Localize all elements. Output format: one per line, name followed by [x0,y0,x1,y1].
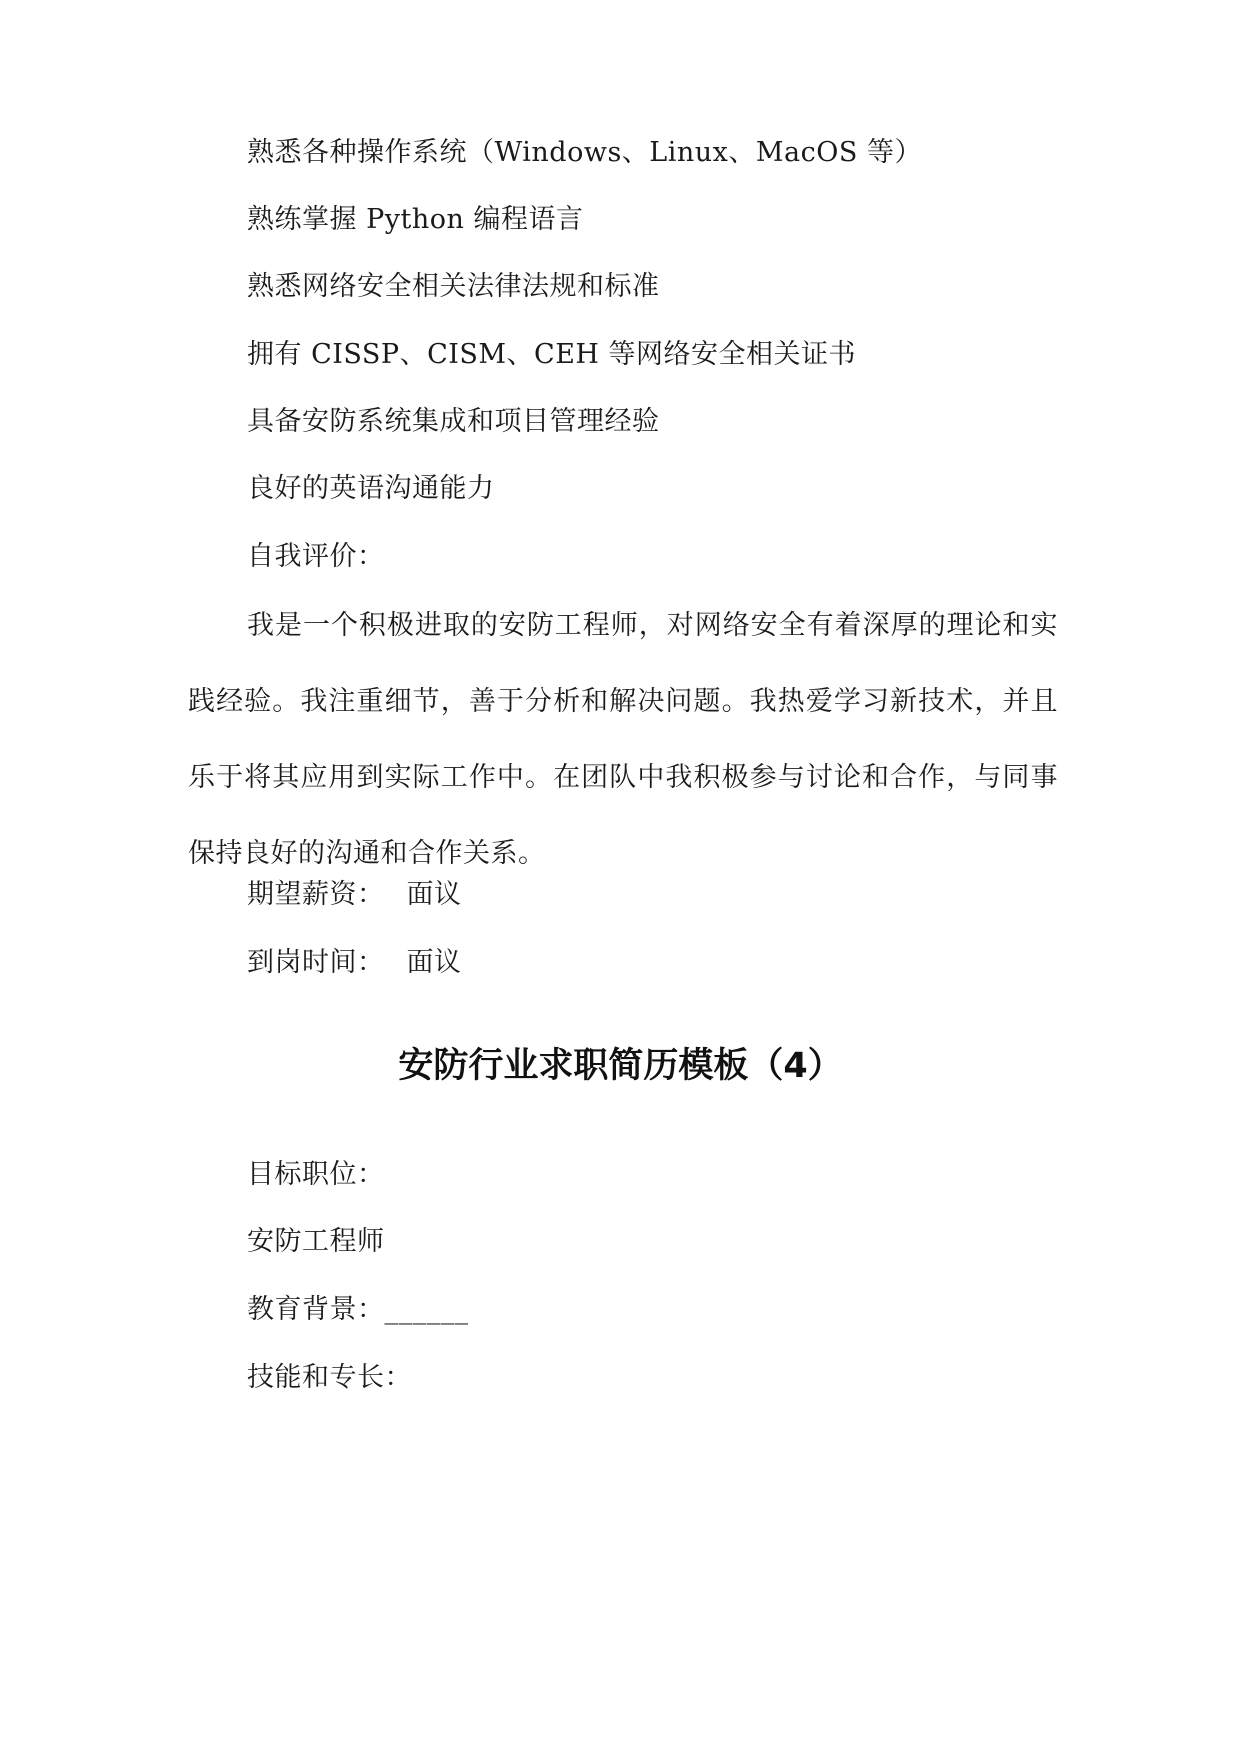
expected-salary-row [247,875,462,915]
section-title: 安防行业求职简历模板（4） [398,1046,843,1086]
self-evaluation-paragraph: 我是一个积极进取的安防工程师，对网络安全有着深厚的理论和实践经验。我注重细节，善于分析和解决问题。我热爱学习新技术，并且乐于将其应用到实际工作中。在团队中我积极参与讨论和合作，与同事保持良好的沟通和合作关系。 [188,610,1058,869]
skill-item: 具备安防系统集成和项目管理经验 [247,406,660,437]
available-date-row [247,943,462,983]
target-position-label: 目标职位： [247,1159,385,1190]
skill-item: 熟悉各种操作系统（Windows、Linux、MacOS 等） [247,137,922,168]
skill-item: 拥有 CISSP、CISM、CEH 等网络安全相关证书 [247,339,857,370]
expected-salary-label: 期望薪资： [247,879,385,910]
skills-heading: 技能和专长： [247,1362,412,1393]
skill-item: 熟悉网络安全相关法律法规和标准 [247,271,660,302]
available-date-value: 面议 [406,947,462,978]
education-label: 教育背景： [247,1294,385,1325]
expected-salary-value: 面议 [406,879,462,910]
available-date-label: 到岗时间： [247,947,385,978]
skill-item: 良好的英语沟通能力 [247,473,495,504]
skill-item: 熟练掌握 Python 编程语言 [247,204,584,235]
education-value: ______ [384,1294,469,1325]
self-evaluation-label: 自我评价： [247,541,385,572]
education-row [247,1290,469,1330]
target-position-value: 安防工程师 [247,1226,385,1257]
